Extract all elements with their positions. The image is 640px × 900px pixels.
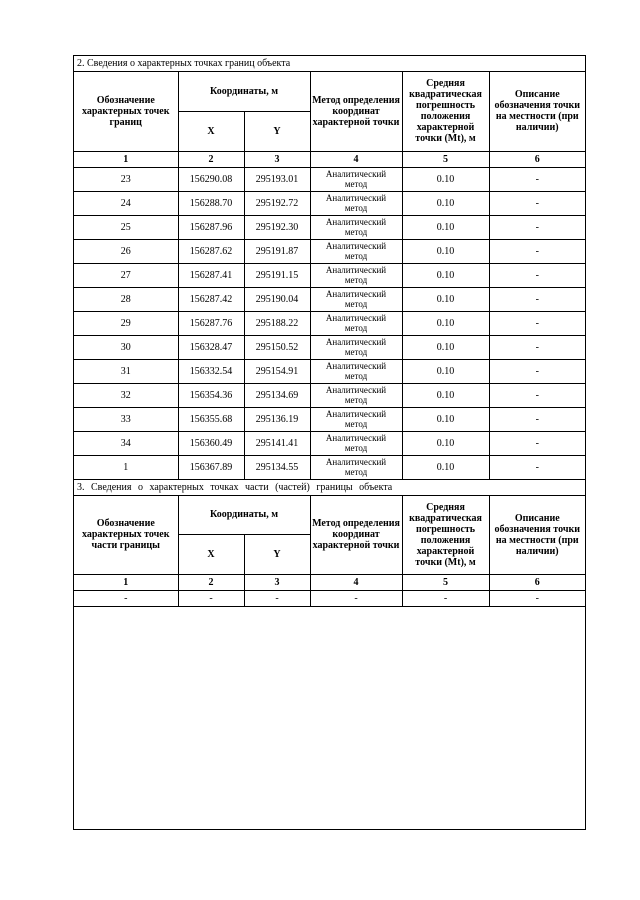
method-line: Аналитический — [325, 217, 387, 227]
cell-description: - — [489, 287, 585, 311]
cell-description: - — [489, 167, 585, 191]
cell-x: 156287.96 — [178, 215, 244, 239]
method-line: Аналитический — [325, 337, 387, 347]
cell-y: 295192.30 — [244, 215, 310, 239]
header-description: Описание обозначения точки на местности (при наличии) — [489, 496, 585, 575]
table-row — [74, 591, 585, 607]
header-y: Y — [244, 535, 310, 575]
cell-error: 0.10 — [402, 167, 489, 191]
column-number: 2 — [178, 151, 244, 167]
header-designation: Обозначение характерных точек части границы — [74, 496, 178, 575]
column-numbers-row — [74, 575, 585, 591]
column-number: 3 — [244, 151, 310, 167]
method-line: Аналитический — [325, 241, 387, 251]
cell-description: - — [489, 455, 585, 479]
section2-table — [74, 72, 585, 480]
method-line: метод — [344, 371, 368, 381]
column-number: 4 — [310, 575, 402, 591]
column-number: 6 — [489, 151, 585, 167]
cell-method — [310, 239, 402, 263]
cell-y: 295150.52 — [244, 335, 310, 359]
cell-error: 0.10 — [402, 239, 489, 263]
header-designation: Обозначение характерных точек границ — [74, 72, 178, 151]
table-row — [74, 263, 585, 287]
method-line: Аналитический — [325, 265, 387, 275]
cell-error: 0.10 — [402, 335, 489, 359]
cell-point: 29 — [74, 311, 178, 335]
cell-y: 295141.41 — [244, 431, 310, 455]
cell-point: 28 — [74, 287, 178, 311]
cell-x: 156355.68 — [178, 407, 244, 431]
cell-y: 295134.69 — [244, 383, 310, 407]
header-description: Описание обозначения точки на местности (при наличии) — [489, 72, 585, 151]
cell-description: - — [489, 431, 585, 455]
method-line: метод — [344, 275, 368, 285]
cell-x: 156360.49 — [178, 431, 244, 455]
cell-x: 156290.08 — [178, 167, 244, 191]
cell-method — [310, 359, 402, 383]
cell-method — [310, 263, 402, 287]
table-row — [74, 407, 585, 431]
header-y: Y — [244, 111, 310, 151]
table-row — [74, 335, 585, 359]
column-number: 1 — [74, 575, 178, 591]
cell-description: - — [489, 383, 585, 407]
section3-title: 3. Сведения о характерных точках части (частей) границы объекта — [74, 480, 585, 496]
header-x: X — [178, 111, 244, 151]
table-row — [74, 167, 585, 191]
cell-x: 156354.36 — [178, 383, 244, 407]
method-line: Аналитический — [325, 361, 387, 371]
header-coords: Координаты, м — [178, 72, 310, 111]
cell-y: 295191.15 — [244, 263, 310, 287]
method-line: Аналитический — [325, 169, 387, 179]
cell-error: 0.10 — [402, 455, 489, 479]
method-line: метод — [344, 395, 368, 405]
column-number: 6 — [489, 575, 585, 591]
cell-method — [310, 215, 402, 239]
cell-point: 30 — [74, 335, 178, 359]
cell-error: 0.10 — [402, 431, 489, 455]
cell-error: 0.10 — [402, 383, 489, 407]
cell-method — [310, 383, 402, 407]
cell-description: - — [489, 591, 585, 607]
method-line: метод — [344, 299, 368, 309]
table-row — [74, 431, 585, 455]
cell-point: 34 — [74, 431, 178, 455]
column-numbers-row — [74, 151, 585, 167]
method-line: Аналитический — [325, 313, 387, 323]
cell-point: 31 — [74, 359, 178, 383]
cell-y: - — [244, 591, 310, 607]
method-line: метод — [344, 467, 368, 477]
cell-x: 156287.42 — [178, 287, 244, 311]
header-method: Метод определения координат характерной точки — [310, 72, 402, 151]
cell-error: 0.10 — [402, 287, 489, 311]
cell-method: - — [310, 591, 402, 607]
cell-method — [310, 407, 402, 431]
cell-description: - — [489, 311, 585, 335]
cell-description: - — [489, 359, 585, 383]
table-row — [74, 191, 585, 215]
cell-error: - — [402, 591, 489, 607]
method-line: Аналитический — [325, 289, 387, 299]
method-line: Аналитический — [325, 433, 387, 443]
method-line: метод — [344, 179, 368, 189]
section3-table — [74, 496, 585, 608]
cell-x: - — [178, 591, 244, 607]
method-line: метод — [344, 443, 368, 453]
cell-point: 32 — [74, 383, 178, 407]
column-number: 5 — [402, 575, 489, 591]
cell-x: 156287.76 — [178, 311, 244, 335]
cell-x: 156288.70 — [178, 191, 244, 215]
cell-error: 0.10 — [402, 407, 489, 431]
cell-point: 27 — [74, 263, 178, 287]
table-row — [74, 311, 585, 335]
column-number: 3 — [244, 575, 310, 591]
method-line: Аналитический — [325, 457, 387, 467]
cell-x: 156332.54 — [178, 359, 244, 383]
header-error: Средняя квадратическая погрешность положения характерной точки (Mt), м — [402, 72, 489, 151]
cell-x: 156367.89 — [178, 455, 244, 479]
cell-error: 0.10 — [402, 191, 489, 215]
cell-y: 295193.01 — [244, 167, 310, 191]
cell-error: 0.10 — [402, 215, 489, 239]
cell-method — [310, 431, 402, 455]
cell-description: - — [489, 263, 585, 287]
column-number: 5 — [402, 151, 489, 167]
cell-method — [310, 455, 402, 479]
cell-point: 25 — [74, 215, 178, 239]
method-line: метод — [344, 419, 368, 429]
cell-error: 0.10 — [402, 263, 489, 287]
cell-point: 24 — [74, 191, 178, 215]
cell-description: - — [489, 335, 585, 359]
cell-y: 295154.91 — [244, 359, 310, 383]
method-line: метод — [344, 251, 368, 261]
column-number: 1 — [74, 151, 178, 167]
method-line: метод — [344, 323, 368, 333]
cell-description: - — [489, 239, 585, 263]
header-error: Средняя квадратическая погрешность положения характерной точки (Mt), м — [402, 496, 489, 575]
cell-x: 156287.62 — [178, 239, 244, 263]
cell-y: 295134.55 — [244, 455, 310, 479]
table-row — [74, 455, 585, 479]
table-row — [74, 359, 585, 383]
header-method: Метод определения координат характерной точки — [310, 496, 402, 575]
method-line: метод — [344, 227, 368, 237]
document-frame — [73, 55, 586, 830]
cell-point: 23 — [74, 167, 178, 191]
cell-point: 1 — [74, 455, 178, 479]
cell-error: 0.10 — [402, 311, 489, 335]
cell-description: - — [489, 191, 585, 215]
header-coords: Координаты, м — [178, 496, 310, 535]
table-row — [74, 287, 585, 311]
cell-description: - — [489, 407, 585, 431]
cell-x: 156287.41 — [178, 263, 244, 287]
method-line: Аналитический — [325, 193, 387, 203]
cell-point: 33 — [74, 407, 178, 431]
cell-y: 295190.04 — [244, 287, 310, 311]
cell-point: - — [74, 591, 178, 607]
table-row — [74, 383, 585, 407]
cell-point: 26 — [74, 239, 178, 263]
method-line: Аналитический — [325, 409, 387, 419]
cell-method — [310, 167, 402, 191]
table-row — [74, 215, 585, 239]
cell-method — [310, 287, 402, 311]
method-line: Аналитический — [325, 385, 387, 395]
cell-method — [310, 191, 402, 215]
cell-description: - — [489, 215, 585, 239]
cell-y: 295136.19 — [244, 407, 310, 431]
column-number: 2 — [178, 575, 244, 591]
section2-title: 2. Сведения о характерных точках границ объекта — [74, 56, 585, 72]
cell-error: 0.10 — [402, 359, 489, 383]
cell-y: 295191.87 — [244, 239, 310, 263]
cell-x: 156328.47 — [178, 335, 244, 359]
cell-method — [310, 335, 402, 359]
method-line: метод — [344, 203, 368, 213]
header-x: X — [178, 535, 244, 575]
cell-method — [310, 311, 402, 335]
method-line: метод — [344, 347, 368, 357]
cell-y: 295192.72 — [244, 191, 310, 215]
cell-y: 295188.22 — [244, 311, 310, 335]
column-number: 4 — [310, 151, 402, 167]
table-row — [74, 239, 585, 263]
